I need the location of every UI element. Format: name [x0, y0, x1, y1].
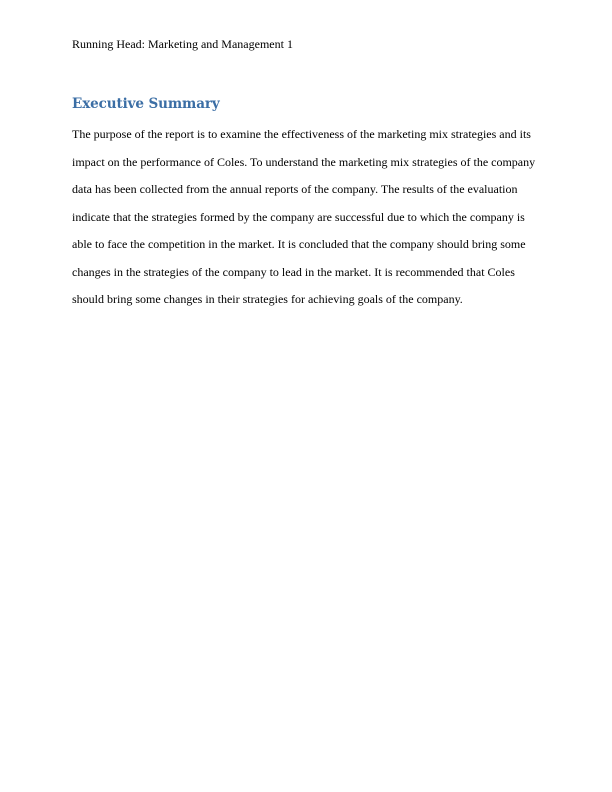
paragraph-line: indicate that the strategies formed by the company are successful due to which the company is: [72, 209, 525, 224]
paragraph-line: impact on the performance of Coles. To understand the marketing mix strategies of the company: [72, 154, 536, 169]
section-heading: Executive Summary: [72, 96, 220, 112]
running-head: Running Head: Marketing and Management 1: [72, 37, 293, 51]
paragraph-line: should bring some changes in their strategies for achieving goals of the company.: [72, 292, 463, 306]
paragraph-line: changes in the strategies of the company to lead in the market. It is recommended that Coles: [72, 264, 515, 279]
paragraph-line: data has been collected from the annual reports of the company. The results of the evaluation: [72, 182, 518, 196]
paragraph-line: able to face the competition in the market. It is concluded that the company should bring some: [72, 237, 526, 251]
body-paragraph: [72, 126, 540, 319]
paragraph-line: The purpose of the report is to examine the effectiveness of the marketing mix strategies and its: [72, 127, 531, 141]
